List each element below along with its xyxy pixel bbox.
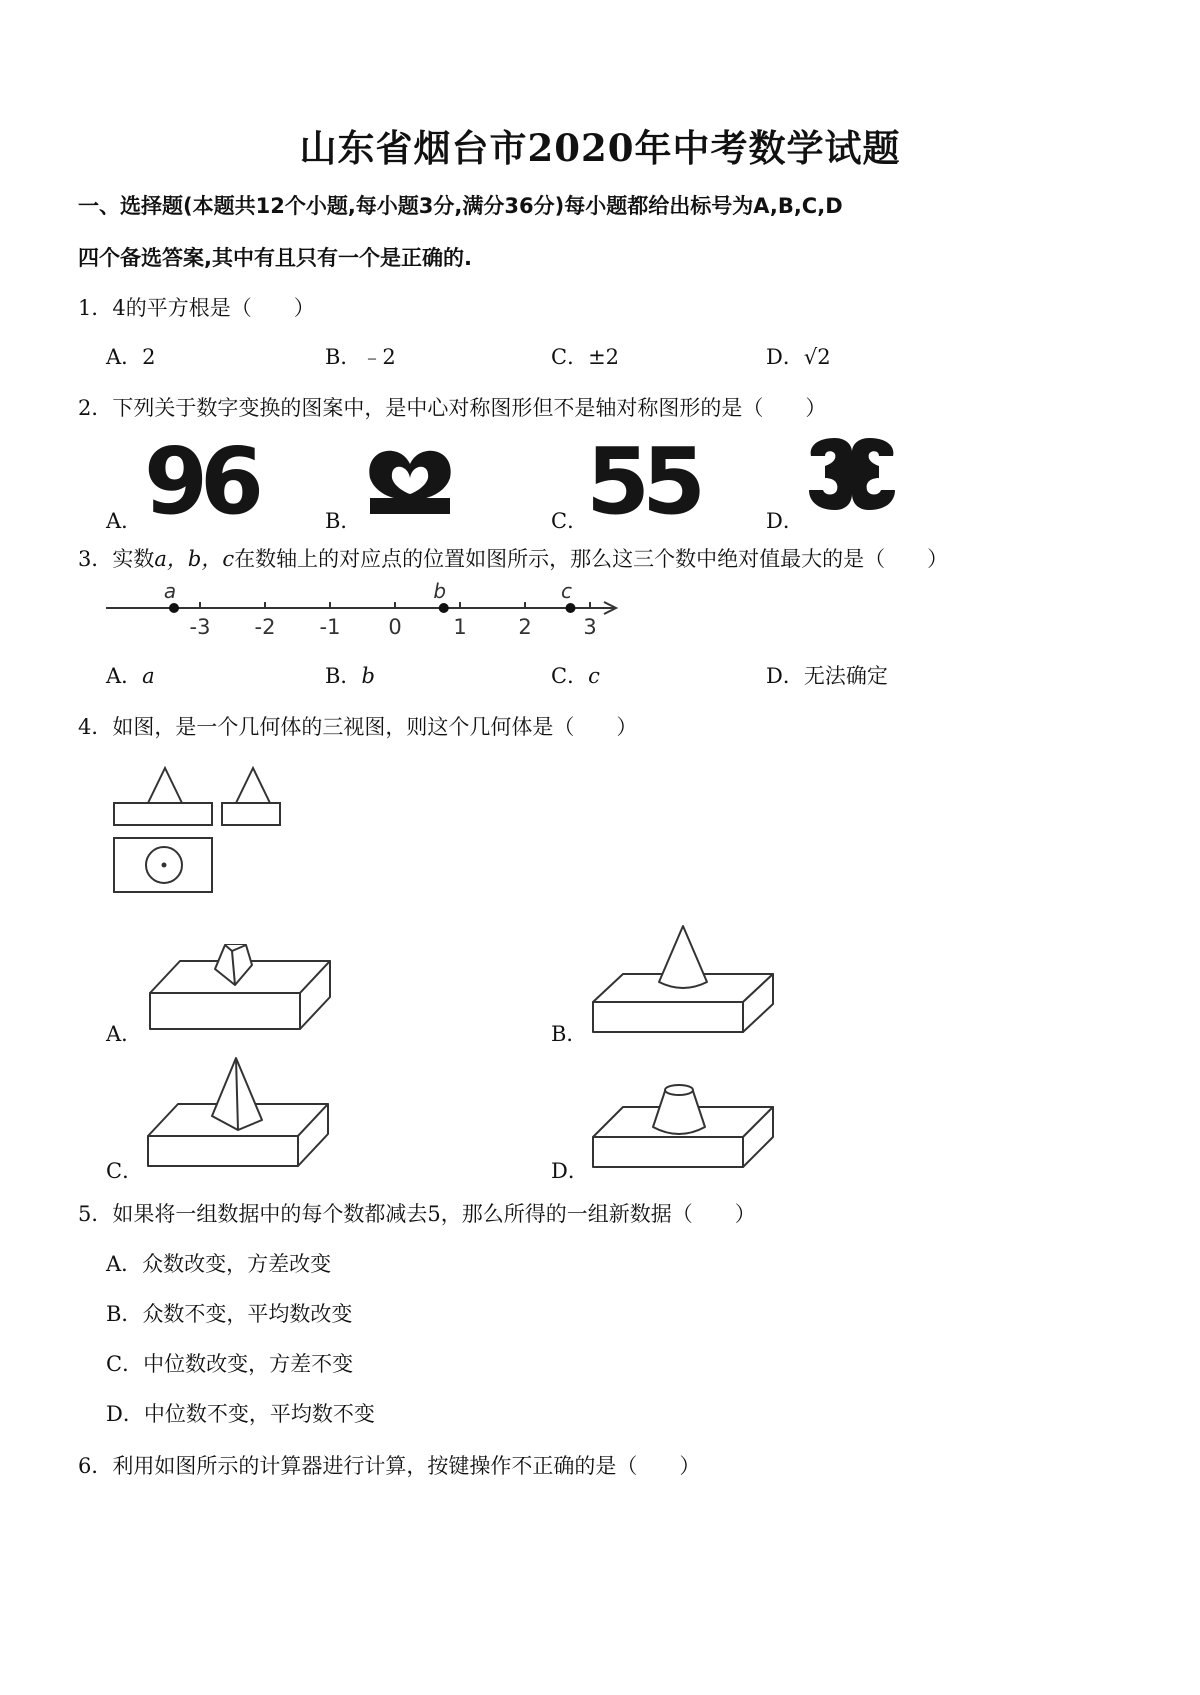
stem-suffix: 在数轴上的对应点的位置如图所示，那么这三个数中绝对值最大的是（ ） [234,547,949,571]
tick-label: -3 [189,615,211,639]
q5-option-c [106,1348,353,1378]
option-label: D． [106,1402,144,1426]
front-view-base [114,803,212,825]
option-text: √2 [803,345,831,369]
option-label: B． [325,345,362,369]
point-a [169,603,179,613]
q2-option-b-glyph [362,438,458,520]
option-label: C． [106,1352,144,1376]
point-b [439,603,449,613]
stem-prefix: 3．实数 [78,547,155,571]
question-5-stem: 5．如果将一组数据中的每个数都减去5，那么所得的一组新数据（ ） [78,1202,756,1226]
q4-option-c-figure [140,1050,340,1170]
page-title: 山东省烟台市2020年中考数学试题 [299,126,901,170]
q2-option-c-label: C． [551,509,589,533]
question-6-stem: 6．利用如图所示的计算器进行计算，按键操作不正确的是（ ） [78,1454,701,1478]
side-view-base [222,803,280,825]
question-4-stem: 4．如图，是一个几何体的三视图，则这个几何体是（ ） [78,715,638,739]
tick-label: 1 [453,615,467,639]
option-label: C． [551,345,589,369]
section-header-line1: 一、选择题(本题共12个小题,每小题3分,满分36分)每小题都给出标号为A,B,C,D [78,194,843,218]
option-text: b [361,664,375,688]
tick-label: 2 [518,615,532,639]
q2-option-d-label: D． [766,509,804,533]
q5-option-b [106,1298,352,1328]
point-label-a: a [163,580,177,603]
option-text: c [588,664,600,688]
q2-option-d-glyph [805,432,899,514]
three-view-drawing [108,760,288,900]
option-text: ﹣2 [361,345,396,369]
stem-variables: a，b，c [154,547,235,571]
q4-option-d-label: D． [551,1159,589,1183]
option-text: 中位数不变，平均数不变 [143,1402,375,1426]
q1-option-b [325,341,396,371]
option-text: a [142,664,155,688]
q2-option-a-label: A． [106,509,143,533]
option-text: ±2 [588,345,620,369]
question-2-stem: 2．下列关于数字变换的图案中，是中心对称图形但不是轴对称图形的是（ ） [78,396,827,420]
q5-option-a [106,1248,331,1278]
q3-option-d [766,660,888,690]
option-label: D． [766,664,804,688]
q2-option-b-label: B． [325,509,362,533]
q4-option-a-figure [140,935,340,1035]
option-label: A． [106,1252,143,1276]
option-label: D． [766,345,804,369]
question-3-stem [78,543,948,573]
option-label: A． [106,664,143,688]
q4-option-c-label: C． [106,1159,144,1183]
q1-option-c [551,341,619,371]
option-label: A． [106,345,143,369]
tick-label: 0 [388,615,402,639]
option-text: 无法确定 [803,664,888,688]
q1-option-d [766,341,831,371]
q2-option-c-glyph: 55 [586,428,699,535]
option-text: 中位数改变，方差不变 [143,1352,354,1376]
option-label: B． [325,664,362,688]
q4-option-d-figure [585,1075,785,1170]
q2-option-a-glyph: 96 [144,428,257,535]
side-view-cone [236,768,270,803]
q4-option-b-label: B． [551,1022,588,1046]
point-label-b: b [433,580,447,603]
q4-option-b-figure [585,920,785,1035]
q3-option-a [106,660,155,690]
q4-option-a-label: A． [106,1022,143,1046]
point-label-c: c [561,580,572,603]
option-label: B． [106,1302,143,1326]
option-text: 众数改变，方差改变 [142,1252,332,1276]
front-view-cone [148,768,182,803]
tick-label: -1 [319,615,341,639]
top-view-apex [162,863,167,868]
q3-option-b [325,660,375,690]
option-text: 众数不变，平均数改变 [142,1302,353,1326]
number-line [100,580,630,644]
option-text: 2 [142,345,156,369]
tick-label: 3 [583,615,597,639]
q3-option-c [551,660,600,690]
tick-label: -2 [254,615,276,639]
q1-option-a [106,341,156,371]
q5-option-d [106,1398,375,1428]
question-1-stem: 1．4的平方根是（ ） [78,296,315,320]
option-label: C． [551,664,589,688]
section-header-line2: 四个备选答案,其中有且只有一个是正确的. [78,246,472,270]
point-c [566,603,576,613]
